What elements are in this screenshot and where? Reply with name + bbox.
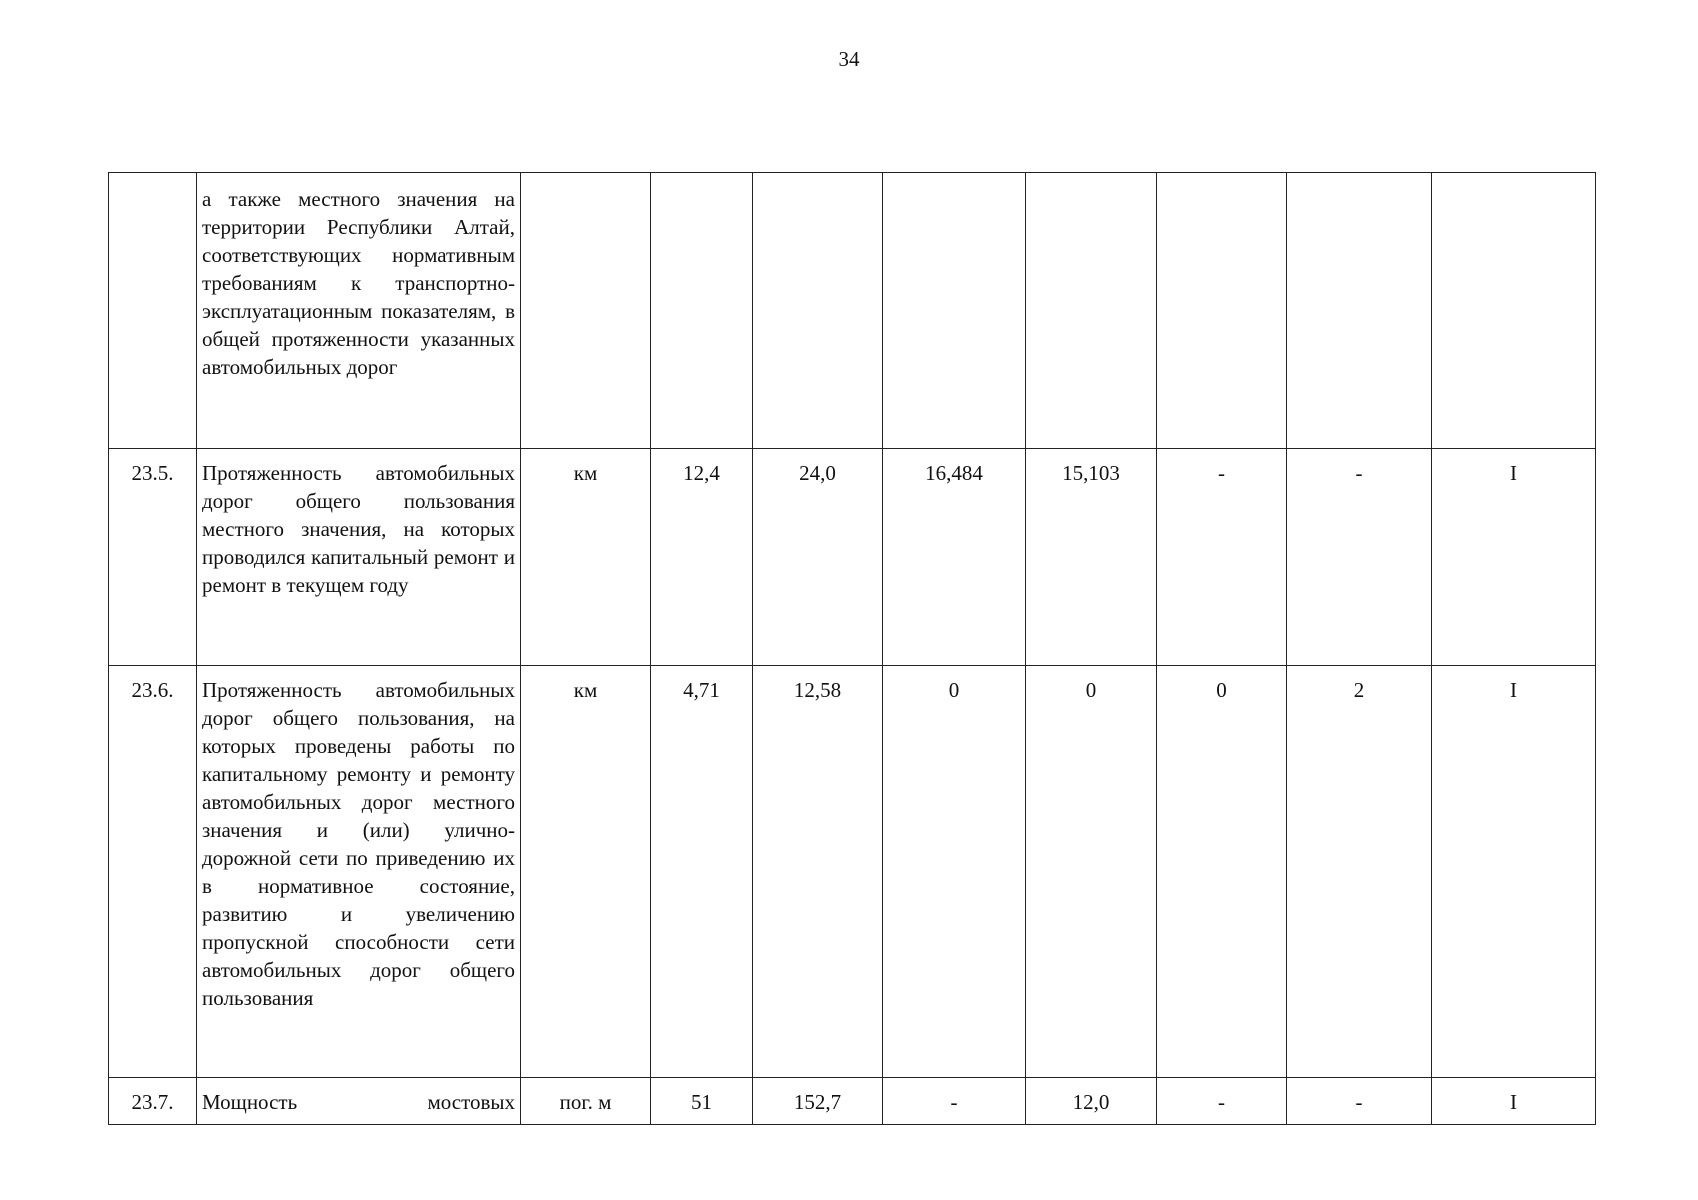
row-value-2: 152,7 [753,1078,883,1125]
row-value-1: 12,4 [651,449,753,666]
row-value-5 [1157,173,1287,449]
row-value-7: I [1432,449,1596,666]
table-row [109,1078,1596,1125]
row-value-3: 0 [883,666,1026,1078]
row-value-5: - [1157,449,1287,666]
row-value-1 [651,173,753,449]
row-value-3: - [883,1078,1026,1125]
row-value-2: 12,58 [753,666,883,1078]
page-number: 34 [838,47,860,71]
table-row [109,666,1596,1078]
row-value-4: 15,103 [1026,449,1157,666]
row-description: Протяженность автомобильных дорог общего пользования местного значения, на которых проводился капитальный ремонт и ремонт в текущем году [197,449,521,666]
row-value-1: 4,71 [651,666,753,1078]
row-value-3: 16,484 [883,449,1026,666]
row-value-4: 12,0 [1026,1078,1157,1125]
row-unit [521,173,651,449]
row-unit: км [521,666,651,1078]
table-row [109,173,1596,449]
row-description: Протяженность автомобильных дорог общего пользования, на которых проведены работы по капитальному ремонту и ремонту автомобильных дорог местного значения и (или) улично-дорожной сети по приведению их в нормативное состояние, развитию и увеличению пропускной способности сети автомобильных дорог общего пользования [197,666,521,1078]
row-value-6 [1287,173,1432,449]
table-row [109,449,1596,666]
row-value-3 [883,173,1026,449]
row-description: а также местного значения на территории Республики Алтай, соответствующих нормативным требованиям к транспортно-эксплуатационным показателям, в общей протяженности указанных автомобильных дорог [197,173,521,449]
row-number [109,173,197,449]
row-description: Мощность мостовых [197,1078,521,1125]
row-number: 23.6. [109,666,197,1078]
row-value-7 [1432,173,1596,449]
row-value-1: 51 [651,1078,753,1125]
row-value-6: - [1287,1078,1432,1125]
row-value-6: - [1287,449,1432,666]
row-number: 23.7. [109,1078,197,1125]
row-unit: км [521,449,651,666]
row-value-7: I [1432,666,1596,1078]
indicators-table [108,172,1596,1125]
row-value-5: - [1157,1078,1287,1125]
row-value-4: 0 [1026,666,1157,1078]
row-value-6: 2 [1287,666,1432,1078]
row-number: 23.5. [109,449,197,666]
row-value-2 [753,173,883,449]
row-value-2: 24,0 [753,449,883,666]
row-value-7: I [1432,1078,1596,1125]
row-value-4 [1026,173,1157,449]
row-value-5: 0 [1157,666,1287,1078]
row-unit: пог. м [521,1078,651,1125]
